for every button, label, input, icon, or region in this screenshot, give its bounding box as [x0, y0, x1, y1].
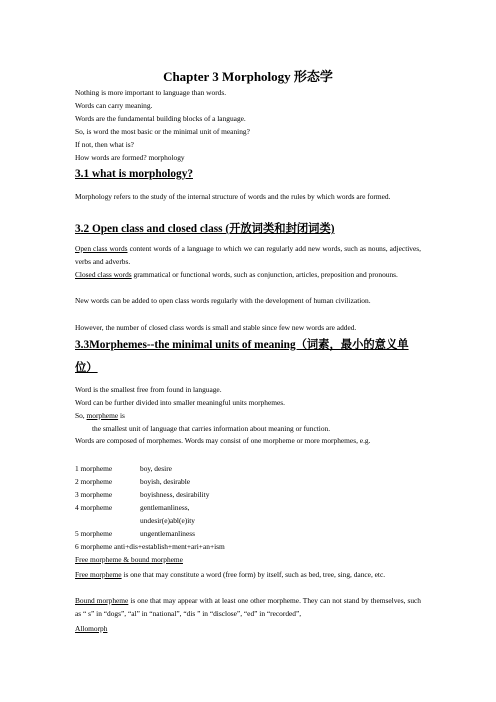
intro-line: If not, then what is?: [75, 140, 134, 149]
morpheme-line-suffix: is: [118, 411, 125, 420]
morpheme-definition: the smallest unit of language that carries information about meaning or function.: [92, 424, 331, 433]
example-count: 3 morpheme: [75, 490, 113, 499]
bound-morpheme-term: Bound morpheme: [75, 596, 129, 605]
free-morpheme-term: Free morpheme: [75, 570, 122, 579]
morpheme-line-prefix: So,: [75, 411, 87, 420]
example-words: boyish, desirable: [140, 477, 191, 486]
open-class-paragraph: [75, 242, 421, 268]
example-words: boy, desire: [140, 464, 172, 473]
free-morpheme-definition: is one that may constitute a word (free form) by itself, such as bed, tree, sing, dance, etc.: [121, 570, 386, 579]
intro-line: So, is word the most basic or the minimal unit of meaning?: [75, 127, 250, 136]
open-class-term: Open class words: [75, 244, 128, 253]
example-count: 5 morpheme: [75, 529, 113, 538]
section-heading-3-3: [75, 334, 425, 380]
section-heading-3-2: 3.2 Open class and closed class (开放词类和封闭词类): [75, 223, 335, 235]
example-words: ungentlemanliness: [140, 529, 196, 538]
allomorph-heading: Allomorph: [75, 624, 108, 633]
example-six-morphemes: 6 morpheme anti+dis+establish+ment+ari+an+ism: [75, 542, 225, 551]
morpheme-line: Word can be further divided into smaller meaningful units morphemes.: [75, 398, 285, 407]
morpheme-line: [75, 411, 125, 420]
morpheme-term: morpheme: [86, 411, 119, 420]
section-heading-3-1: 3.1 what is morphology?: [75, 168, 193, 180]
intro-line: Nothing is more important to language than words.: [75, 88, 227, 97]
morpheme-line: Word is the smallest free from found in language.: [75, 385, 222, 394]
closed-class-definition: grammatical or functional words, such as conjunction, articles, preposition and pronouns.: [131, 270, 398, 279]
example-words: undesir(e)abl(e)ity: [140, 516, 195, 525]
example-words: gentlemanliness,: [140, 503, 190, 512]
example-count: 2 morpheme: [75, 477, 113, 486]
bound-morpheme-definition: is one that may appear with at least one other morpheme. They can not stand by themselves, such as “ s” in “dogs”, “al” in “national”, “dis ” in “disclose”, “ed” in “recorded”,: [75, 596, 421, 618]
intro-line: How words are formed? morphology: [75, 153, 185, 162]
example-count: 1 morpheme: [75, 464, 113, 473]
bound-morpheme-paragraph: [75, 594, 421, 620]
free-morpheme-paragraph: [75, 568, 421, 581]
example-words: boyishness, desirability: [140, 490, 210, 499]
closed-class-term: Closed class words: [75, 270, 132, 279]
intro-line: Words can carry meaning.: [75, 101, 153, 110]
morphology-definition: Morphology refers to the study of the internal structure of words and the rules by which words are formed.: [75, 192, 391, 201]
morpheme-composition-paragraph: Words are composed of morphemes. Words may consist of one morpheme or more morphemes, e.g.: [75, 436, 371, 445]
chapter-title: Chapter 3 Morphology 形态学: [163, 69, 333, 84]
closed-class-stability-line: However, the number of closed class words is small and stable since few new words are added.: [75, 323, 357, 332]
intro-line: Words are the fundamental building blocks of a language.: [75, 114, 246, 123]
open-class-definition: content words of a language to which we can regularly add new words, such as nouns, adjectives, verbs and adverbs.: [75, 244, 422, 266]
closed-class-paragraph: [75, 268, 421, 281]
free-bound-heading: Free morpheme & bound morpheme: [75, 555, 183, 564]
section-heading-3-3-text: 3.3Morphemes--the minimal units of meaning（词素，最小的意义单位）: [75, 339, 409, 374]
new-words-paragraph: New words can be added to open class words regularly with the development of human civilization.: [75, 296, 371, 305]
example-count: 4 morpheme: [75, 503, 113, 512]
